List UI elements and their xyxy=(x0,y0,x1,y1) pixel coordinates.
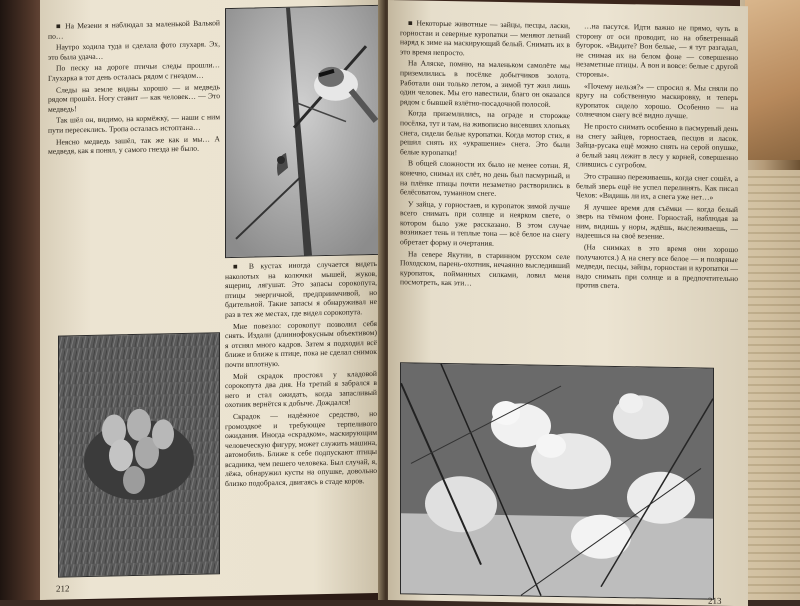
paragraph: «Почему нельзя?» — спросил я. Мы сняли по кругу на собственную маскировку, и теперь куропаток сидело хорошо. Особенно — на солнечном снегу всё видно лучше. xyxy=(576,80,738,121)
paragraph: Мне повезло: сорокопут позволил себя снять. Издали (длиннофокусным объективом) я отснял много кадров. Затем я подходил всё ближе и ближе к птице, пока не сделал снимок почти вплотную. xyxy=(225,318,377,370)
left-page-column-a xyxy=(48,18,220,158)
shrike-on-branch-photo xyxy=(225,5,379,258)
paragraph: ■ Некоторые животные — зайцы, песцы, ласки, горностаи и северные куропатки — меняют летний наряд к зиме на маскирующий белый. Снимать их в это время непросто. xyxy=(400,18,570,58)
paragraph: Мой скрадок простоял у кладовой сорокопута два дня. На третий я забрался в него и стал ожидать, когда запасливый охотник вернётся к добыче. Дождался! xyxy=(225,368,377,410)
paragraph: Это страшно переживаешь, когда снег сошёл, а белый зверь ещё не успел перелинять. Как писал Чехов: «Видишь ли их, а снега уже нет…» xyxy=(576,171,738,202)
paragraph: В общей сложности их было не менее сотни. Я, конечно, снимал их слёт, но день был пасмурный, и на плёнке птицы почти незаметно растворились в белёсоватом, туманном снеге. xyxy=(400,158,570,198)
paragraph: По песку на дороге птичьи следы прошли… Глухарка в тот день осталась рядом с гнездом… xyxy=(48,60,220,83)
adjacent-book-text xyxy=(745,170,800,600)
paragraph: …на пасутся. Идти важно не прямо, чуть в сторону от оси проводит, но на обветренный бугорок. «Видите? Вон белые, — я тут разгадал, не снимая их на белом фоне — совершенно незаметные птицы. А вон и вовсе: белые с другой стороны». xyxy=(576,21,738,79)
paragraph: Скрадок — надёжное средство, но громоздкое и требующее терпеливого ожидания. Иногда «скрадком», маскирующим человеческую фигуру, может служить машина, автомобиль. Ближе к себе подпускают птицы всадника, чем пешего человека. Был случай, я, лёжа, обнаружил кусты на опушке, довольно близко подобрался, двигаясь в стаде коров. xyxy=(225,408,377,489)
paragraph: Я лучшее время для съёмки — когда белый зверь на тёмном фоне. Горностай, наблюдая за ним, видишь у норы, ждёшь, выслеживаешь, — надеешься на своё везение. xyxy=(576,202,738,242)
page-number-left: 212 xyxy=(56,583,70,594)
adjacent-book-photo xyxy=(745,0,800,160)
paragraph: (На снимках в это время они хорошо получаются.) А на снегу все белое — и полярные медведи, песцы, зайцы, горностаи и куропатки — надо снимать при солнце и в предпочтительно против света. xyxy=(576,242,738,291)
left-page-column-b xyxy=(225,259,377,491)
paragraph: Следы на земле видны хорошо — и медведь рядом прошёл. Ногу ставит — как человек… — Это медведь! xyxy=(48,81,220,114)
paragraph: Неясно медведь зашёл, так же как и мы… А медведя, как я понял, у самого гнезда не было. xyxy=(48,133,220,156)
paragraph: Не просто снимать особенно в пасмурный день на снегу зайцев, горностаев, песцов и ласок. Зайца-русака ещё можно снять на серой опушке, а белый заяц лежит в лесу у корней, совершенно слившись с сугробом. xyxy=(576,121,738,170)
paragraph: ■ На Мезени я наблюдал за маленькой Валькой по… xyxy=(48,18,220,41)
paragraph: На Аляске, помню, на маленьком самолёте мы приземлились в посёлке добытчиков золота. Работали они только летом, а зимой тут жил лишь один человек. Мы его навестили, благо он оказался рядом с бывшей взлётно-посадочной полосой. xyxy=(400,58,570,109)
nest-with-eggs-photo xyxy=(58,332,220,577)
right-page xyxy=(388,0,748,606)
page-number-right: 213 xyxy=(708,595,722,606)
left-page xyxy=(40,0,382,600)
paragraph: Так шёл он, видимо, на кормёжку, — наши с ним пути пересеклись. Тропа осталась истоптана… xyxy=(48,112,220,135)
paragraph: На севере Якутии, в старинном русском селе Походском, парень-охотник, нечаянно выследивший куропаток, пойманных силками, ловил меня посмотреть, как эти… xyxy=(400,249,570,288)
right-page-column-b xyxy=(576,21,738,295)
paragraph: Наутро ходила туда и сделала фото глухаря. Эх, это была удача… xyxy=(48,39,220,62)
paragraph: Когда приземлились, на ограде и сторожке посёлка, тут и там, на живописно висевших хлопьях снега, сидели белые куропатки. Когда мотор стих, я решил снять их «украшение» снега. Это были белые куропатки! xyxy=(400,108,571,157)
right-page-column-a xyxy=(400,18,570,292)
white-ptarmigan-flock-photo xyxy=(400,362,714,599)
paragraph: ■ В кустах иногда случается видеть наколотых на колючки мышей, жуков, ящериц, лягушат. Это запасы сорокопута, птицы энергичной, предприимчивой, но бдительной. Такие запасы я обнаруживал не раз в тех же местах, где видел сорокопута. xyxy=(225,258,377,320)
paragraph: У зайца, у горностаев, и куропаток зимой лучше всего снимать при солнце и неярком свете, о котором было уже рассказано. В этом случае возникает тень и теплые тона — всё белое на снегу обретает форму и очертания. xyxy=(400,199,570,248)
